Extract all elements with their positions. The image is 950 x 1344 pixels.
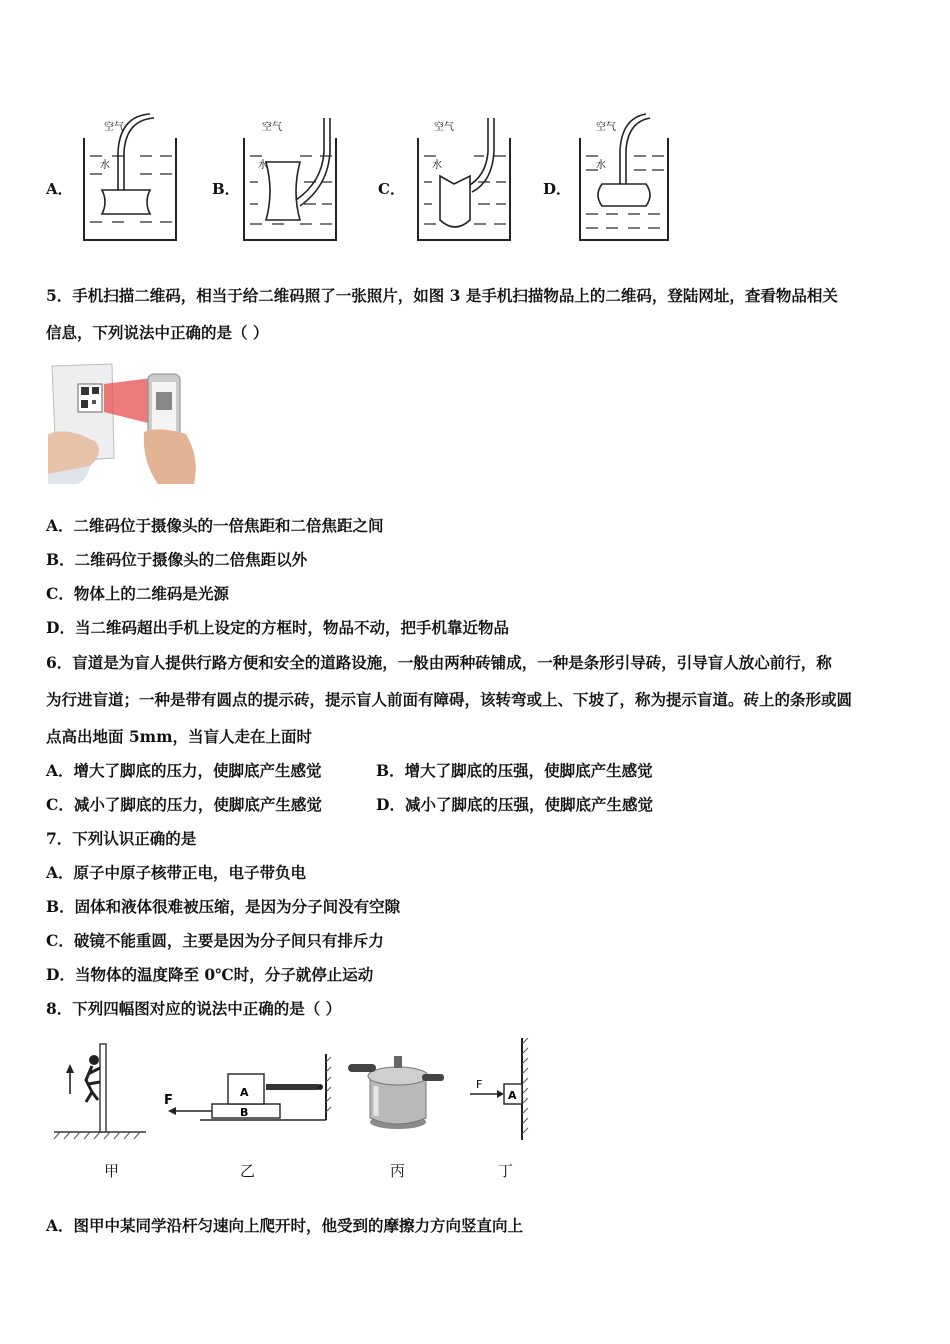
q8-figure-ding-force-label: F xyxy=(476,1078,483,1091)
q4-beaker-b-water-label: 水 xyxy=(258,160,268,171)
q6-option-b[interactable]: B．增大了脚底的压强，使脚底产生感觉 xyxy=(376,761,653,780)
q7-stem: 7．下列认识正确的是 xyxy=(46,829,197,848)
q8-figure-ding-block-label: A xyxy=(508,1089,517,1102)
q6-option-c[interactable]: C．减小了脚底的压力，使脚底产生感觉 xyxy=(46,795,322,814)
q8-figure-yi-block-b-label: B xyxy=(240,1106,249,1119)
q5-phone-scan-photo xyxy=(48,362,202,484)
q5-option-a[interactable]: A．二维码位于摄像头的一倍焦距和二倍焦距之间 xyxy=(46,516,384,535)
q7-option-c[interactable]: C．破镜不能重圆，主要是因为分子间只有排斥力 xyxy=(46,931,384,950)
q4-option-c-letter[interactable]: C． xyxy=(378,180,405,198)
q4-option-d-letter[interactable]: D． xyxy=(543,180,572,198)
q6-stem-line2: 为行进盲道；一种是带有圆点的提示砖，提示盲人前面有障碍，该转弯或上、下坡了，称为提示盲道。砖上的条形或圆 xyxy=(46,690,853,709)
q5-stem-line2: 信息，下列说法中正确的是（ ） xyxy=(46,323,269,342)
q4-beaker-d-air-label: 空气 xyxy=(596,122,616,133)
q6-option-d[interactable]: D．减小了脚底的压强，使脚底产生感觉 xyxy=(376,795,653,814)
q8-figure-yi-force-label: F xyxy=(164,1093,173,1108)
q4-beaker-b xyxy=(240,112,340,244)
q8-caption-ding: 丁 xyxy=(498,1162,514,1180)
q5-stem-line1: 5．手机扫描二维码，相当于给二维码照了一张照片，如图 3 是手机扫描物品上的二维码，登陆网址，查看物品相关 xyxy=(46,286,838,305)
q8-option-a[interactable]: A．图甲中某同学沿杆匀速向上爬开时，他受到的摩擦力方向竖直向上 xyxy=(46,1216,524,1235)
q4-beaker-a-air-label: 空气 xyxy=(104,122,124,133)
q4-option-b-letter[interactable]: B． xyxy=(212,180,240,198)
q8-figure-bing-pressure-cooker xyxy=(346,1046,450,1132)
q5-option-c[interactable]: C．物体上的二维码是光源 xyxy=(46,584,229,603)
q8-figure-ding-block-wall xyxy=(468,1036,536,1144)
q8-figure-yi-block-a-label: A xyxy=(240,1086,249,1099)
q6-option-a[interactable]: A．增大了脚底的压力，使脚底产生感觉 xyxy=(46,761,322,780)
q4-beaker-c xyxy=(414,112,514,244)
q5-option-d[interactable]: D．当二维码超出手机上设定的方框时，物品不动，把手机靠近物品 xyxy=(46,618,509,637)
q4-beaker-d xyxy=(576,112,676,244)
q7-option-d[interactable]: D．当物体的温度降至 0℃时，分子就停止运动 xyxy=(46,965,374,984)
q4-beaker-c-water-label: 水 xyxy=(432,160,442,171)
q4-beaker-a-water-label: 水 xyxy=(100,160,110,171)
q8-caption-bing: 丙 xyxy=(390,1162,406,1180)
q8-figure-yi-blocks xyxy=(160,1052,332,1128)
q7-option-a[interactable]: A．原子中原子核带正电，电子带负电 xyxy=(46,863,307,882)
q4-option-a-letter[interactable]: A． xyxy=(46,180,73,198)
q8-caption-jia: 甲 xyxy=(104,1162,120,1180)
q8-stem: 8．下列四幅图对应的说法中正确的是（ ） xyxy=(46,999,342,1018)
q4-beaker-b-air-label: 空气 xyxy=(262,122,282,133)
q4-beaker-d-water-label: 水 xyxy=(596,160,606,171)
q4-beaker-c-air-label: 空气 xyxy=(434,122,454,133)
q8-caption-yi: 乙 xyxy=(240,1162,256,1180)
q4-beaker-a xyxy=(80,112,180,244)
q8-figure-jia-climber xyxy=(52,1040,148,1140)
q7-option-b[interactable]: B．固体和液体很难被压缩，是因为分子间没有空隙 xyxy=(46,897,401,916)
q5-option-b[interactable]: B．二维码位于摄像头的二倍焦距以外 xyxy=(46,550,308,569)
q6-stem-line1: 6．盲道是为盲人提供行路方便和安全的道路设施，一般由两种砖铺成，一种是条形引导砖，引导盲人放心前行，称 xyxy=(46,653,832,672)
q6-stem-line3: 点高出地面 5mm，当盲人走在上面时 xyxy=(46,727,312,746)
